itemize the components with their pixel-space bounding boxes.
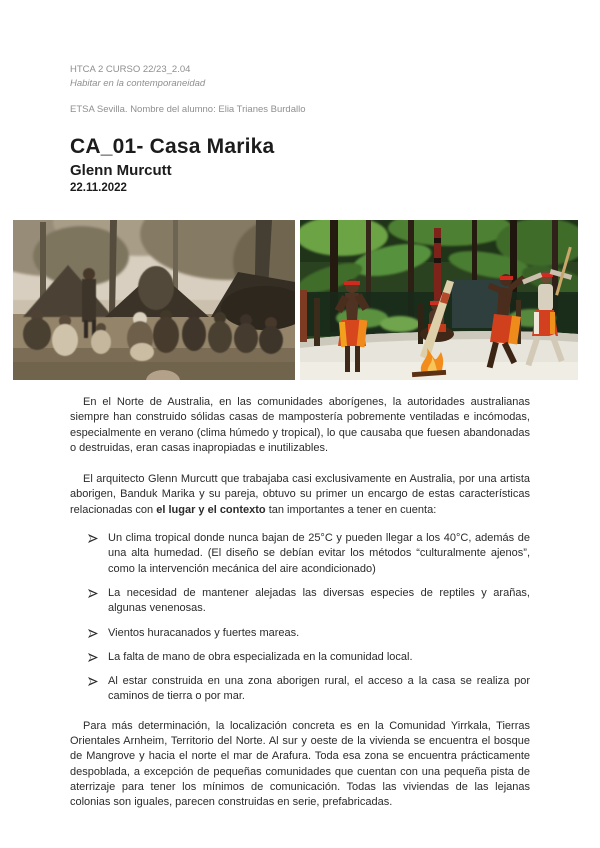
arrow-bullet-icon (88, 531, 108, 577)
list-item-text: Al estar construida en una zona aborigen rural, el acceso a la casa se realiza por caminos de tierra o por mar. (108, 675, 530, 703)
aboriginal-dancers-photo (300, 220, 578, 380)
arrow-bullet-icon (88, 674, 108, 705)
historical-aboriginal-camp-photo (13, 220, 295, 380)
paragraph-architect-pre: El arquitecto Glenn Murcutt que trabajaba casi exclusivamente en Australia, por una artista aborigen, Banduk Marika y su pareja, obtuvo su primer un encargo de estas características relacionadas con (70, 473, 530, 516)
list-item (88, 626, 530, 641)
page-title: CA_01- Casa Marika (70, 135, 275, 158)
list-item (88, 674, 530, 705)
list-item-text: La falta de mano de obra especializada en la comunidad local. (108, 650, 413, 663)
paragraph-architect-bold: el lugar y el contexto (156, 503, 266, 516)
document-header (70, 63, 530, 117)
body-text (70, 395, 530, 811)
list-item-text: La necesidad de mantener alejadas las diversas especies de reptiles y arañas, algunas venenosas. (108, 586, 530, 615)
paragraph-intro: En el Norte de Australia, en las comunidades aborígenes, la autoridades australianas siempre han construido sólidas casas de mampostería pobremente ventiladas e incómodas, especialmente en verano (clima húmedo y tropical), lo que causaba que fuesen abandonadas o destruidas, eran casas inapropiadas e inutilizables. (70, 396, 530, 454)
list-item (88, 586, 530, 617)
arrow-bullet-icon (88, 626, 108, 641)
architect-subtitle: Glenn Murcutt (70, 162, 172, 179)
paragraph-architect (70, 472, 530, 518)
list-item-text: Un clima tropical donde nunca bajan de 25°C y pueden llegar a los 40°C, además de una alta humedad. (El diseño se debían evitar los métodos “culturalmente ajenos”, como la intervención mecánica del aire acondicionado) (108, 532, 530, 575)
title-block (70, 134, 530, 194)
student-name-line: ETSA Sevilla. Nombre del alumno: Elia Trianes Burdallo (70, 104, 306, 115)
list-item-text: Vientos huracanados y fuertes mareas. (108, 626, 300, 639)
paragraph-location: Para más determinación, la localización concreta es en la Comunidad Yirrkala, Tierras Orientales Arnheim, Territorio del Norte. Al sur y oeste de la vivienda se encuentra el bosque de Mangrove y hacia el norte el mar de Arafura. Toda esa zona se encuentra prácticamente despoblada, a excepción de pequeñas comunidades que cuentan con una pequeña pista de aterrizaje para tener los mínimos de comunicación. Todas las viviendas de las lejanas colonias son iguales, parecen construidas en serie, prefabricadas. (70, 719, 530, 809)
arrow-bullet-icon (88, 650, 108, 665)
list-item (88, 650, 530, 665)
paragraph-architect-post: tan importantes a tener en cuenta: (265, 503, 437, 516)
course-code: HTCA 2 CURSO 22/23_2.04 (70, 64, 191, 75)
arrow-bullet-icon (88, 586, 108, 617)
list-item (88, 531, 530, 577)
context-bullet-list (70, 531, 530, 705)
document-date: 22.11.2022 (70, 182, 127, 194)
figure-row (13, 220, 579, 380)
course-subtitle: Habitar en la contemporaneidad (70, 78, 206, 89)
